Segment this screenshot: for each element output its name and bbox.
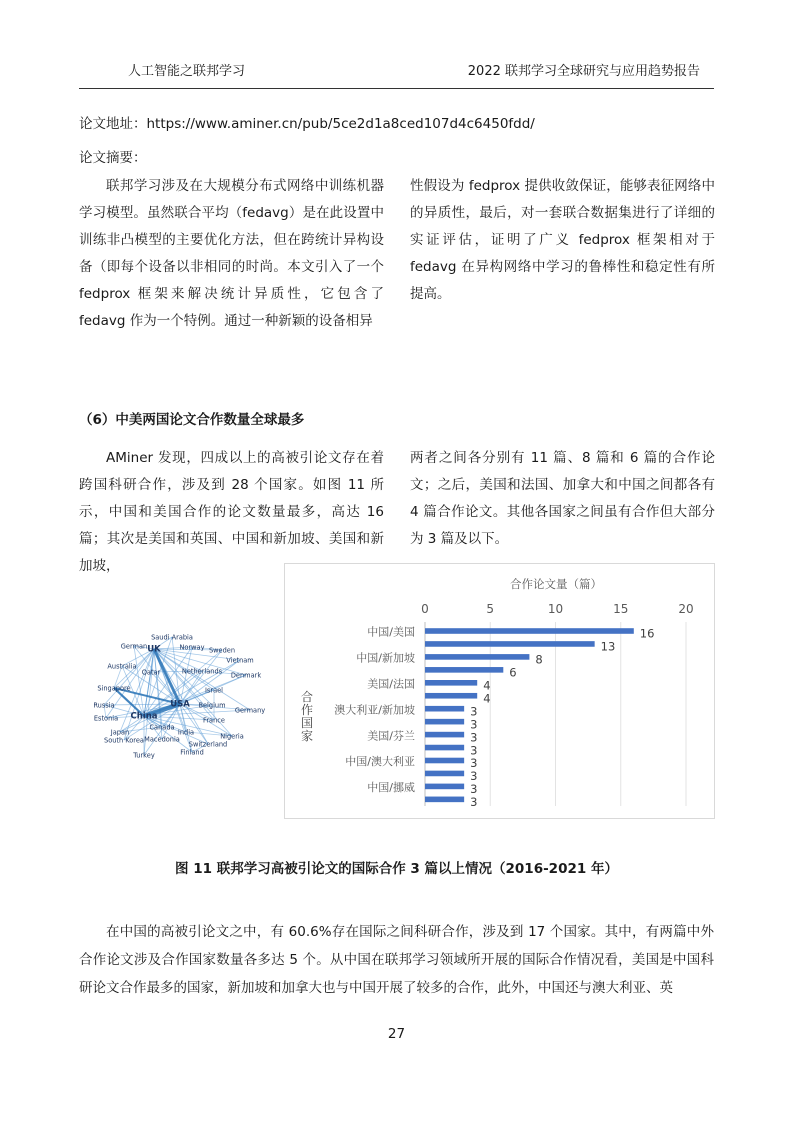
header-divider (79, 88, 714, 89)
chart-x-tick-label: 10 (547, 602, 564, 616)
network-node-label: Norway (179, 643, 205, 652)
paper-url: 论文地址：https://www.aminer.cn/pub/5ce2d1a8ced107d4c6450fdd/ (79, 116, 535, 132)
chart-data-label: 16 (639, 626, 655, 641)
network-node-label: USA (170, 699, 190, 710)
chart-data-label: 3 (470, 717, 478, 732)
network-node-label: Nigeria (220, 732, 244, 741)
network-node-label: Vietnam (226, 656, 254, 665)
chart-data-label: 3 (470, 782, 478, 797)
chart-category-label: 美国/芬兰 (367, 729, 415, 743)
network-node-label: UK (147, 644, 161, 655)
network-node-label: South Korea (104, 736, 144, 745)
network-node-label: India (177, 728, 195, 737)
chart-category-label: 澳大利亚/新加坡 (334, 703, 415, 717)
chart-x-tick-label: 0 (421, 602, 429, 616)
bar-chart-frame (284, 563, 715, 819)
network-node-label: China (130, 711, 158, 722)
chart-category-label: 中国/美国 (367, 625, 415, 639)
chart-data-label: 3 (470, 730, 478, 745)
section-title: （6）中美两国论文合作数量全球最多 (79, 412, 305, 428)
chart-bar (425, 771, 464, 777)
network-node-label: Israel (204, 686, 224, 695)
chart-data-label: 8 (535, 652, 543, 667)
chart-bar (425, 719, 464, 725)
chart-category-label: 美国/法国 (367, 677, 415, 691)
chart-bar (425, 693, 477, 699)
collaboration-network-svg (90, 628, 280, 763)
body-paragraph: 在中国的高被引论文之中，有 60.6%存在国际之间科研合作，涉及到 17 个国家。其中，有两篇中外合作论文涉及合作国家数量各多达 5 个。从中国在联邦学习领域所开展的国际合作情况看，美国是中国科研论文合作最多的国家，新加坡和加拿大也与中国开展了较多的合作，此外，中国还与澳大利亚、英 (79, 924, 714, 996)
chart-category-label: 中国/新加坡 (356, 651, 415, 665)
chart-data-label: 4 (483, 678, 491, 693)
collaboration-network-figure (90, 628, 280, 763)
network-node-label: Australia (107, 662, 137, 671)
network-node-label: Saudi Arabia (151, 633, 193, 642)
network-node-label: Germany (234, 706, 266, 715)
chart-category-label: 中国/澳大利亚 (345, 755, 415, 769)
network-node-label: Netherlands (181, 667, 223, 676)
figure-caption: 图 11 联邦学习高被引论文的国际合作 3 篇以上情况（2016-2021 年） (175, 861, 618, 877)
chart-data-label: 13 (600, 639, 616, 654)
abstract-right-column: 性假设为 fedprox 提供收敛保证，能够表征网络中的异质性，最后，对一套联合数据集进行了详细的实证评估，证明了广义 fedprox 框架相对于 fedavg 在异构网络中学习的鲁棒性和稳定性有所提高。 (410, 178, 715, 302)
network-node-label: Qatar (141, 668, 161, 677)
chart-y-axis-label: 国 (300, 716, 314, 730)
chart-data-label: 3 (470, 704, 478, 719)
chart-x-tick-label: 20 (678, 602, 694, 616)
chart-data-label: 3 (470, 756, 478, 771)
network-node-label: Macedonia (144, 735, 180, 744)
page-number: 27 (387, 1026, 406, 1042)
chart-bar (425, 680, 477, 686)
abstract-label: 论文摘要： (79, 150, 147, 166)
chart-bar (425, 784, 464, 790)
chart-y-axis-label: 作 (300, 703, 314, 717)
chart-data-label: 3 (470, 795, 478, 810)
chart-bar (425, 628, 634, 634)
network-node-label: Russia (93, 701, 115, 710)
network-node-label: Turkey (133, 751, 155, 760)
header-left-title: 人工智能之联邦学习 (128, 64, 246, 79)
chart-bar (425, 758, 464, 764)
chart-x-tick-label: 5 (486, 602, 495, 616)
network-node-label: Finland (180, 748, 204, 757)
section-left-column: AMiner 发现，四成以上的高被引论文存在着跨国科研合作，涉及到 28 个国家。如图 11 所示，中国和美国合作的论文数量最多，高达 16 篇；其次是美国和英国、中国和新加坡、美国和新加坡， (79, 450, 384, 574)
chart-bar (425, 706, 464, 712)
chart-y-axis-label: 合 (300, 690, 314, 704)
chart-data-label: 6 (509, 665, 517, 680)
chart-y-axis-label: 家 (300, 729, 314, 743)
network-node-label: German (120, 642, 148, 651)
chart-title: 合作论文量（篇） (510, 577, 602, 591)
chart-bar (425, 745, 464, 751)
network-node-label: France (203, 716, 225, 725)
chart-bar (425, 667, 503, 673)
chart-x-tick-label: 15 (613, 602, 629, 616)
network-node-label: Estonia (93, 714, 119, 723)
network-node-label: Japan (110, 728, 130, 737)
header-right-title: 2022 联邦学习全球研究与应用趋势报告 (467, 64, 700, 79)
chart-bar (425, 641, 595, 647)
network-node-label: Switzerland (188, 740, 228, 749)
network-node-label: Singapore (97, 684, 131, 693)
chart-data-label: 3 (470, 769, 478, 784)
chart-data-label: 3 (470, 743, 478, 758)
chart-bar (425, 797, 464, 803)
chart-bar (425, 732, 464, 738)
chart-bar (425, 654, 529, 660)
network-node-label: Belgium (198, 701, 226, 710)
network-node-label: Denmark (230, 671, 262, 680)
network-node-label: Canada (149, 723, 175, 732)
network-node-label: Sweden (208, 646, 236, 655)
bar-chart-svg (285, 564, 714, 818)
abstract-left-column: 联邦学习涉及在大规模分布式网络中训练机器学习模型。虽然联合平均（fedavg）是在此设置中训练非凸模型的主要优化方法，但在跨统计异构设备（即每个设备以非相同的时尚。本文引入了一个 fedprox 框架来解决统计异质性，它包含了 fedavg 作为一个特例。通过一种新颖的设备相异 (79, 178, 384, 329)
section-right-column: 两者之间各分别有 11 篇、8 篇和 6 篇的合作论文；之后，美国和法国、加拿大和中国之间都各有 4 篇合作论文。其他各国家之间虽有合作但大部分为 3 篇及以下。 (410, 450, 715, 547)
chart-category-label: 中国/挪威 (367, 781, 415, 795)
chart-data-label: 4 (483, 691, 491, 706)
